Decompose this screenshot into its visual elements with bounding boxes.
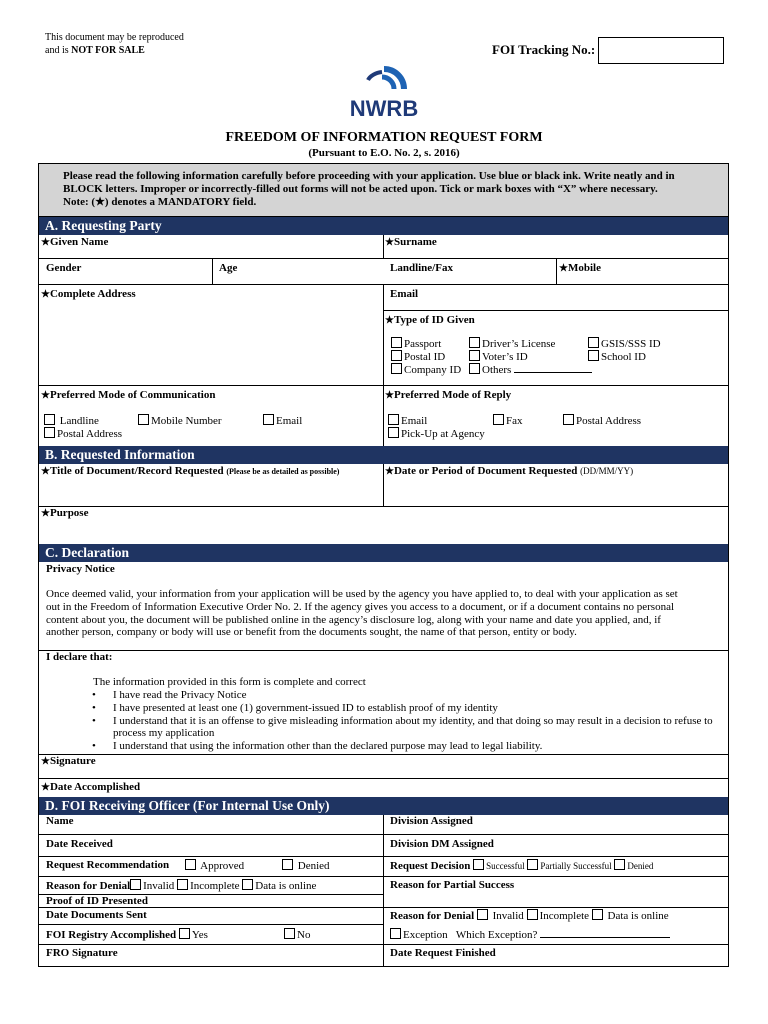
comm-email-text: Email — [276, 415, 303, 427]
rec-approved-text: Approved — [200, 860, 245, 872]
divider — [39, 778, 728, 779]
request-decision-label: Request Decision — [390, 860, 471, 872]
checkbox[interactable] — [391, 363, 402, 374]
preferred-communication-label — [41, 389, 215, 401]
checkbox[interactable] — [592, 909, 603, 920]
privacy-notice-title: Privacy Notice — [46, 563, 115, 575]
section-b-heading: B. Requested Information — [39, 446, 728, 464]
mandatory-star: ★ — [41, 237, 50, 248]
mandatory-star: ★ — [385, 390, 394, 401]
reply-email-option[interactable] — [388, 414, 427, 427]
checkbox[interactable] — [469, 363, 480, 374]
purpose-text: Purpose — [49, 507, 89, 519]
comm-postal-text: Postal Address — [57, 428, 123, 440]
checkbox[interactable] — [469, 337, 480, 348]
id-passport-option[interactable] — [391, 337, 441, 350]
declaration-item: • I understand that it is an offense to give misleading information about my identity, and that doing so may result in a decision to refuse to process my application — [90, 715, 720, 741]
declaration-item: • I have read the Privacy Notice — [90, 689, 720, 702]
section-d-heading: D. FOI Receiving Officer (For Internal Use Only) — [39, 797, 728, 815]
logo-arc-inner — [382, 77, 394, 89]
checkbox[interactable] — [527, 859, 538, 870]
divider — [383, 464, 384, 506]
id-voters-option[interactable] — [469, 350, 528, 363]
reply-pickup-option[interactable] — [388, 427, 485, 440]
foi-tracking-label: FOI Tracking No.: — [492, 42, 596, 57]
checkbox[interactable] — [588, 337, 599, 348]
divider — [383, 385, 384, 446]
complete-address-text: Complete Address — [49, 288, 136, 300]
division-assigned-label: Division Assigned — [390, 815, 473, 827]
id-others-text: Others — [482, 364, 512, 376]
reason-denial-2-row — [390, 909, 669, 922]
instructions-line-2: BLOCK letters. Improper or incorrectly-filled out forms will not be acted upon. Tick or mark boxes with “X” where necessary. — [63, 183, 658, 195]
repro-line-1: This document may be reproduced — [45, 32, 184, 43]
reply-postal-option[interactable] — [563, 414, 641, 427]
checkbox[interactable] — [388, 427, 399, 438]
id-company-text: Company ID — [404, 364, 462, 376]
given-name-text: Given Name — [49, 236, 109, 248]
reply-fax-text: Fax — [506, 415, 523, 427]
date-received-label: Date Received — [46, 838, 113, 850]
date-period-text: Date or Period of Document Requested — [393, 465, 578, 477]
date-accomplished-text: Date Accomplished — [49, 781, 141, 793]
checkbox[interactable] — [185, 859, 196, 870]
registry-row — [46, 928, 208, 941]
id-drivers-license-option[interactable] — [469, 337, 555, 350]
nwrb-logo — [346, 66, 422, 122]
id-voters-text: Voter’s ID — [482, 351, 528, 363]
checkbox[interactable] — [391, 350, 402, 361]
checkbox[interactable] — [130, 879, 141, 890]
signature-label — [41, 755, 96, 767]
privacy-line-4: another person, company or body will use or benefit from the documents sought, the name of that person, entity or body. — [46, 626, 577, 639]
id-postal-option[interactable] — [391, 350, 445, 363]
which-exception-blank[interactable] — [540, 928, 670, 938]
section-a-heading: A. Requesting Party — [39, 217, 728, 235]
complete-address-label — [41, 288, 136, 300]
checkbox[interactable] — [473, 859, 484, 870]
privacy-line-2: out in the Freedom of Information Executive Order No. 2. If the agency gives you access to a document, or if a document contains no personal — [46, 600, 675, 613]
divider — [39, 856, 728, 857]
reply-postal-text: Postal Address — [576, 415, 642, 427]
reply-email-text: Email — [401, 415, 428, 427]
repro-line-2 — [45, 44, 184, 57]
checkbox[interactable] — [44, 427, 55, 438]
surname-label — [385, 236, 437, 248]
divider — [39, 924, 383, 925]
reason-incomplete-text: Incomplete — [190, 880, 240, 892]
comm-landline-text: Landline — [59, 415, 99, 427]
declaration-item: • I understand that using the information other than the declared purpose may lead to legal liability. — [90, 740, 720, 753]
repro-not-for-sale: NOT FOR SALE — [71, 45, 145, 56]
date-format-note: (DD/MM/YY) — [580, 466, 634, 476]
preferred-reply-text: Preferred Mode of Reply — [393, 389, 512, 401]
id-gsis-text: GSIS/SSS ID — [601, 338, 661, 350]
divider — [39, 506, 728, 507]
divider — [556, 258, 557, 284]
divider — [39, 754, 728, 755]
section-c-heading: C. Declaration — [39, 544, 728, 562]
checkbox[interactable] — [614, 859, 625, 870]
comm-email-option[interactable] — [263, 414, 302, 427]
checkbox[interactable] — [527, 909, 538, 920]
landline-fax-label: Landline/Fax — [390, 262, 453, 274]
repro-prefix: and is — [45, 45, 72, 56]
registry-no-option[interactable] — [284, 928, 310, 941]
preferred-reply-label — [385, 389, 511, 401]
form-subtitle: (Pursuant to E.O. No. 2, s. 2016) — [308, 147, 460, 159]
id-postal-text: Postal ID — [404, 351, 446, 363]
comm-landline-option[interactable] — [44, 414, 99, 427]
date-accomplished-label — [41, 781, 140, 793]
title-of-document-label — [41, 465, 339, 477]
privacy-line-3: content about you, the document will be published online in the agency’s disclosure log, along with your name and date you applied, and, if — [46, 613, 661, 626]
request-decision-row — [390, 859, 653, 872]
comm-mobile-option[interactable] — [138, 414, 222, 427]
declaration-item: • I have presented at least one (1) government-issued ID to establish proof of my identity — [90, 702, 720, 715]
title-of-document-text: Title of Document/Record Requested — [49, 465, 224, 477]
division-dm-label: Division DM Assigned — [390, 838, 494, 850]
divider — [39, 944, 728, 945]
fro-signature-label: FRO Signature — [46, 947, 118, 959]
checkbox[interactable] — [469, 350, 480, 361]
date-period-label — [385, 465, 633, 477]
mandatory-star: ★ — [385, 315, 394, 326]
id-others-option[interactable] — [469, 363, 592, 376]
checkbox[interactable] — [44, 414, 55, 425]
divider — [39, 876, 728, 877]
instructions-line-3: Note: (★) denotes a MANDATORY field. — [63, 196, 257, 208]
preferred-communication-text: Preferred Mode of Communication — [49, 389, 216, 401]
declaration-list — [90, 689, 720, 753]
reason-partial-label: Reason for Partial Success — [390, 879, 515, 891]
checkbox[interactable] — [477, 909, 488, 920]
checkbox[interactable] — [563, 414, 574, 425]
checkbox[interactable] — [177, 879, 188, 890]
age-label: Age — [219, 262, 238, 274]
checkbox[interactable] — [388, 414, 399, 425]
reason-denial-label: Reason for Denial — [46, 880, 131, 892]
registry-label: FOI Registry Accomplished — [46, 929, 177, 941]
checkbox[interactable] — [179, 928, 190, 939]
checkbox[interactable] — [263, 414, 274, 425]
mobile-text: Mobile — [567, 262, 601, 274]
mobile-label — [559, 262, 601, 274]
checkbox[interactable] — [242, 879, 253, 890]
exception-text: Exception — [403, 929, 448, 941]
id-gsis-option[interactable] — [588, 337, 661, 350]
request-recommendation-label: Request Recommendation — [46, 859, 170, 871]
checkbox[interactable] — [391, 337, 402, 348]
divider — [212, 258, 213, 284]
date-documents-sent-label: Date Documents Sent — [46, 909, 147, 921]
reply-fax-option[interactable] — [493, 414, 523, 427]
mandatory-star: ★ — [41, 508, 50, 519]
divider — [39, 834, 728, 835]
rec-denied-option[interactable] — [282, 859, 330, 872]
instructions-box — [39, 164, 728, 217]
title-of-document-note: (Please be as detailed as possible) — [226, 467, 340, 476]
dec-denied-text: Denied — [627, 861, 654, 871]
type-of-id-text: Type of ID Given — [393, 314, 475, 326]
dec-successful-text: Successful — [486, 861, 525, 871]
reason2-invalid-text: Invalid — [492, 910, 524, 922]
mandatory-star: ★ — [559, 263, 568, 274]
checkbox[interactable] — [493, 414, 504, 425]
instructions-line-1: Please read the following information carefully before proceeding with your application. Use blue or black ink. Write neatly and in — [63, 170, 675, 182]
checkbox[interactable] — [138, 414, 149, 425]
officer-name-label: Name — [46, 815, 74, 827]
dec-partial-text: Partially Successful — [540, 861, 612, 871]
divider — [383, 310, 728, 311]
signature-text: Signature — [49, 755, 96, 767]
id-company-option[interactable] — [391, 363, 461, 376]
proof-of-id-label: Proof of ID Presented — [46, 895, 148, 907]
id-school-option[interactable] — [588, 350, 646, 363]
email-label: Email — [390, 288, 419, 300]
privacy-line-1: Once deemed valid, your information from your application will be used by the agency you have applied to, to deal with your application as set — [46, 588, 678, 600]
registry-yes-text: Yes — [191, 929, 208, 941]
form-body — [38, 163, 729, 967]
checkbox[interactable] — [588, 350, 599, 361]
reply-pickup-text: Pick-Up at Agency — [401, 428, 485, 440]
divider — [39, 907, 728, 908]
exception-row — [390, 928, 670, 941]
reason2-incomplete-text: Incomplete — [539, 910, 590, 922]
checkbox[interactable] — [284, 928, 295, 939]
checkbox[interactable] — [282, 859, 293, 870]
mandatory-star: ★ — [41, 782, 50, 793]
type-of-id-label — [385, 314, 475, 326]
reason-denial-row — [46, 879, 316, 892]
reproduction-notice — [45, 31, 184, 57]
mandatory-star: ★ — [41, 390, 50, 401]
declaration-intro: The information provided in this form is complete and correct — [93, 676, 366, 688]
divider — [39, 258, 728, 259]
reason-invalid-text: Invalid — [143, 880, 175, 892]
divider — [383, 235, 384, 258]
comm-mobile-text: Mobile Number — [151, 415, 222, 427]
reason-denial-2-label: Reason for Denial — [390, 910, 475, 922]
mandatory-star: ★ — [41, 289, 50, 300]
logo-arc-left — [368, 72, 382, 80]
id-passport-text: Passport — [404, 338, 442, 350]
checkbox[interactable] — [390, 928, 401, 939]
mandatory-star: ★ — [385, 237, 394, 248]
id-others-blank[interactable] — [514, 363, 592, 373]
date-request-finished-label: Date Request Finished — [390, 947, 496, 959]
rec-approved-option[interactable] — [185, 859, 244, 872]
purpose-label — [41, 507, 88, 519]
divider — [39, 650, 728, 651]
declare-label: I declare that: — [46, 651, 113, 663]
foi-tracking-field[interactable] — [598, 37, 724, 64]
comm-postal-option[interactable] — [44, 427, 122, 440]
mandatory-star: ★ — [385, 466, 394, 477]
registry-no-text: No — [297, 929, 311, 941]
which-exception-text: Which Exception? — [455, 929, 538, 941]
id-drivers-text: Driver’s License — [482, 338, 556, 350]
surname-text: Surname — [393, 236, 437, 248]
logo-text: NWRB — [349, 96, 419, 121]
gender-label: Gender — [46, 262, 82, 274]
privacy-notice-text — [46, 588, 726, 639]
form-title: FREEDOM OF INFORMATION REQUEST FORM — [225, 130, 543, 145]
mandatory-star: ★ — [41, 756, 50, 767]
given-name-label — [41, 236, 108, 248]
divider — [383, 284, 384, 385]
reason-online-text: Data is online — [255, 880, 317, 892]
mandatory-star: ★ — [41, 466, 50, 477]
reason2-online-text: Data is online — [607, 910, 669, 922]
rec-denied-text: Denied — [297, 860, 330, 872]
id-school-text: School ID — [601, 351, 646, 363]
